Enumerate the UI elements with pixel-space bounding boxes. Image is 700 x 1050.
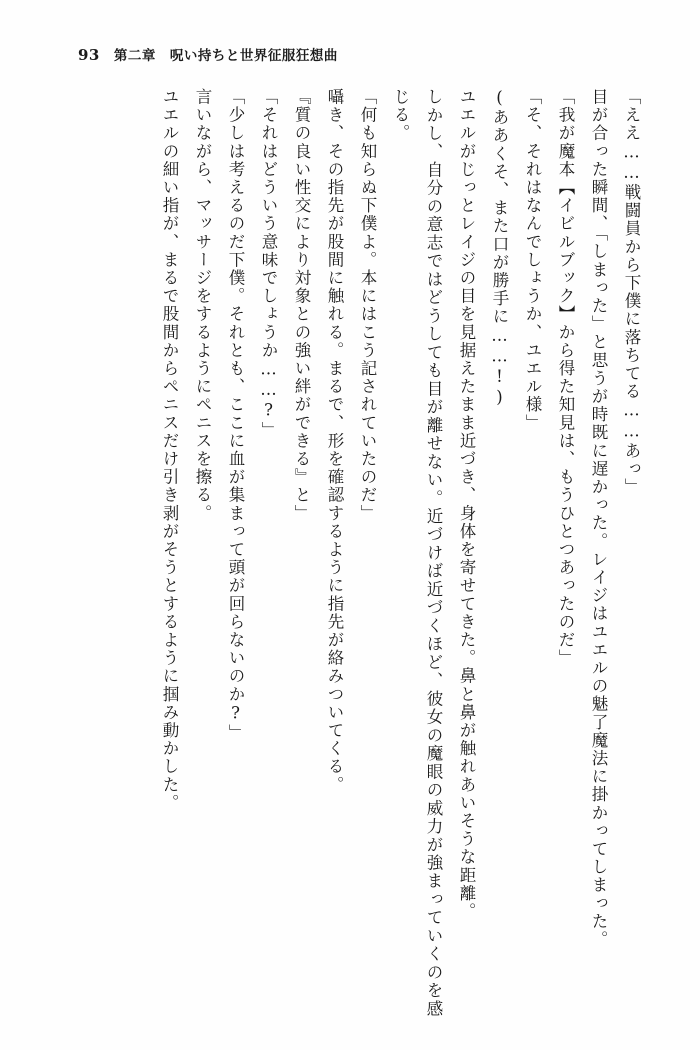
paragraph: 「何も知らぬ下僕よ。本にはこう記されていたのだ」 (358, 88, 377, 523)
paragraph: しかし、自分の意志ではどうしても目が離せない。近づけば近づくほど、彼女の魔眼の威力が強まっていくのを感じる。 (391, 88, 443, 1018)
paragraph: 囁き、その指先が股間に触れる。まるで、形を確認するように指先が絡みついてくる。 (325, 88, 344, 794)
paragraph: ユエルの細い指が、まるで股間からペニスだけ引き剥がそうとするように掴み動かした。 (160, 88, 179, 812)
paragraph: 「そ、それはなんでしょうか、ユエル様」 (523, 88, 542, 432)
paragraph: 言いながら、マッサージをするようにペニスを擦る。 (193, 88, 212, 523)
paragraph: ユエルがじっとレイジの目を見据えたまま近づき、身体を寄せてきた。鼻と鼻が触れあいそうな距離。 (457, 88, 476, 921)
paragraph: 「少しは考えるのだ下僕。それとも、ここに血が集まって頭が回らないのか?」 (226, 88, 245, 743)
page-number: 93 (78, 46, 100, 64)
running-head (78, 44, 338, 64)
paragraph: 目が合った瞬間、「しまった」と思うが時既に遅かった。レイジはユエルの魅了魔法に掛かってしまった。 (589, 88, 608, 949)
paragraph: 「ええ……戦闘員から下僕に落ちてる……あっ」 (622, 88, 641, 497)
paragraph: (ああくそ、また口が勝手に……!) (490, 88, 509, 409)
chapter-title: 第二章 呪い持ちと世界征服狂想曲 (113, 48, 338, 64)
paragraph: 『質の良い性交により対象との強い絆ができる』と」 (292, 88, 311, 523)
paragraph: 「それはどういう意味でしょうか……?」 (259, 88, 278, 440)
page-body-text (82, 88, 648, 1018)
paragraph: 「我が魔本【イビルブック】から得た知見は、もうひとつあったのだ」 (556, 88, 575, 668)
